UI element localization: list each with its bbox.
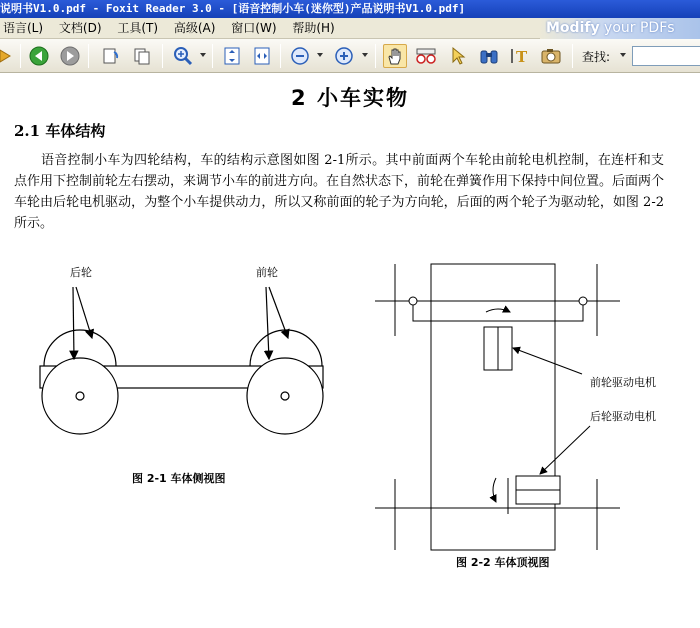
glasses-icon[interactable] bbox=[414, 44, 438, 68]
front-wheel bbox=[247, 358, 323, 434]
figure-2-1-caption: 图 2-1 车体侧视图 bbox=[132, 472, 226, 485]
snapshot-camera-icon[interactable] bbox=[539, 44, 563, 68]
toolbar-separator bbox=[162, 44, 163, 68]
menu-document[interactable]: 文档(D) bbox=[58, 21, 102, 35]
chevron-down-icon[interactable] bbox=[620, 53, 626, 57]
toolbar-separator bbox=[572, 44, 573, 68]
zoom-in-icon[interactable] bbox=[332, 44, 356, 68]
hand-tool-icon[interactable] bbox=[383, 44, 407, 68]
rear-wheel-label: 后轮 bbox=[70, 266, 92, 279]
find-input[interactable] bbox=[632, 46, 700, 66]
banner-text-light: your PDFs bbox=[599, 20, 675, 36]
text-select-icon[interactable] bbox=[508, 44, 532, 68]
forward-icon[interactable] bbox=[58, 44, 82, 68]
find-label: 查找: bbox=[582, 50, 611, 64]
open-arrow-icon[interactable] bbox=[0, 44, 18, 68]
fit-page-icon[interactable] bbox=[220, 44, 244, 68]
toolbar-separator bbox=[375, 44, 376, 68]
steering-linkage bbox=[413, 305, 583, 321]
select-arrow-icon[interactable] bbox=[446, 44, 470, 68]
front-motor-rotation-arrow bbox=[486, 309, 510, 312]
zoom-out-icon[interactable] bbox=[288, 44, 312, 68]
figure-2-2-caption: 图 2-2 车体顶视图 bbox=[456, 556, 550, 569]
menu-advanced[interactable]: 高级(A) bbox=[173, 21, 216, 35]
rear-motor-label-arrow bbox=[540, 426, 590, 474]
menu-window[interactable]: 窗口(W) bbox=[231, 21, 277, 35]
zoom-in-tool-icon[interactable] bbox=[171, 44, 195, 68]
figure-drawings bbox=[0, 74, 700, 628]
chevron-down-icon[interactable] bbox=[362, 53, 368, 57]
rear-motor-rotation-arrow bbox=[493, 478, 496, 502]
section-title: 2.1 车体结构 bbox=[14, 122, 106, 140]
figure-2-1-side-view bbox=[40, 287, 323, 434]
chevron-down-icon[interactable] bbox=[200, 53, 206, 57]
chevron-down-icon[interactable] bbox=[317, 53, 323, 57]
rear-wheel bbox=[42, 358, 118, 434]
window-title: 说明书V1.0.pdf - Foxit Reader 3.0 - [语音控制小车(迷你型)产品说明书V1.0.pdf] bbox=[0, 2, 466, 15]
banner-text-bold: Modify bbox=[546, 20, 600, 36]
svg-text:T: T bbox=[516, 48, 528, 66]
front-wheel-label: 前轮 bbox=[256, 266, 278, 279]
car-body-outline bbox=[431, 264, 555, 550]
body-paragraph: 语音控制小车为四轮结构，车的结构示意图如图 2-1所示。其中前面两个车轮由前轮电机控制，在连杆和支点作用下控制前轮左右摆动，来调节小车的前进方向。在自然状态下，前轮在弹簧作用下保持中间位置。后面两个车轮由后轮电机驱动，为整个小车提供动力，所以又称前面的轮子为方向轮，后面的两个轮子为驱动轮，如图 2-2所示。 bbox=[14, 153, 665, 231]
chapter-title: 2 小车实物 bbox=[291, 86, 409, 110]
copy-page-icon[interactable] bbox=[130, 44, 154, 68]
front-right-pivot bbox=[579, 297, 587, 305]
front-left-pivot bbox=[409, 297, 417, 305]
toolbar-separator bbox=[20, 44, 21, 68]
front-label-arrow-1 bbox=[266, 287, 269, 359]
document-page bbox=[0, 74, 700, 628]
menu-help[interactable]: 帮助(H) bbox=[292, 21, 335, 35]
menu-tools[interactable]: 工具(T) bbox=[117, 21, 159, 35]
figure-2-2-top-view bbox=[375, 264, 620, 550]
rear-motor-label: 后轮驱动电机 bbox=[590, 410, 656, 423]
front-motor-label: 前轮驱动电机 bbox=[590, 376, 656, 389]
front-motor-label-arrow bbox=[513, 348, 582, 374]
back-icon[interactable] bbox=[27, 44, 51, 68]
toolbar-separator bbox=[212, 44, 213, 68]
fit-width-icon[interactable] bbox=[250, 44, 274, 68]
menu-language[interactable]: 语言(L) bbox=[3, 21, 44, 35]
toolbar-separator bbox=[88, 44, 89, 68]
main-toolbar bbox=[0, 39, 700, 73]
rear-label-arrow-1 bbox=[73, 287, 74, 359]
modify-pdfs-banner[interactable] bbox=[540, 18, 700, 39]
rotate-page-icon[interactable] bbox=[98, 44, 122, 68]
toolbar-separator bbox=[280, 44, 281, 68]
binoculars-icon[interactable] bbox=[477, 44, 501, 68]
window-titlebar bbox=[0, 0, 700, 18]
